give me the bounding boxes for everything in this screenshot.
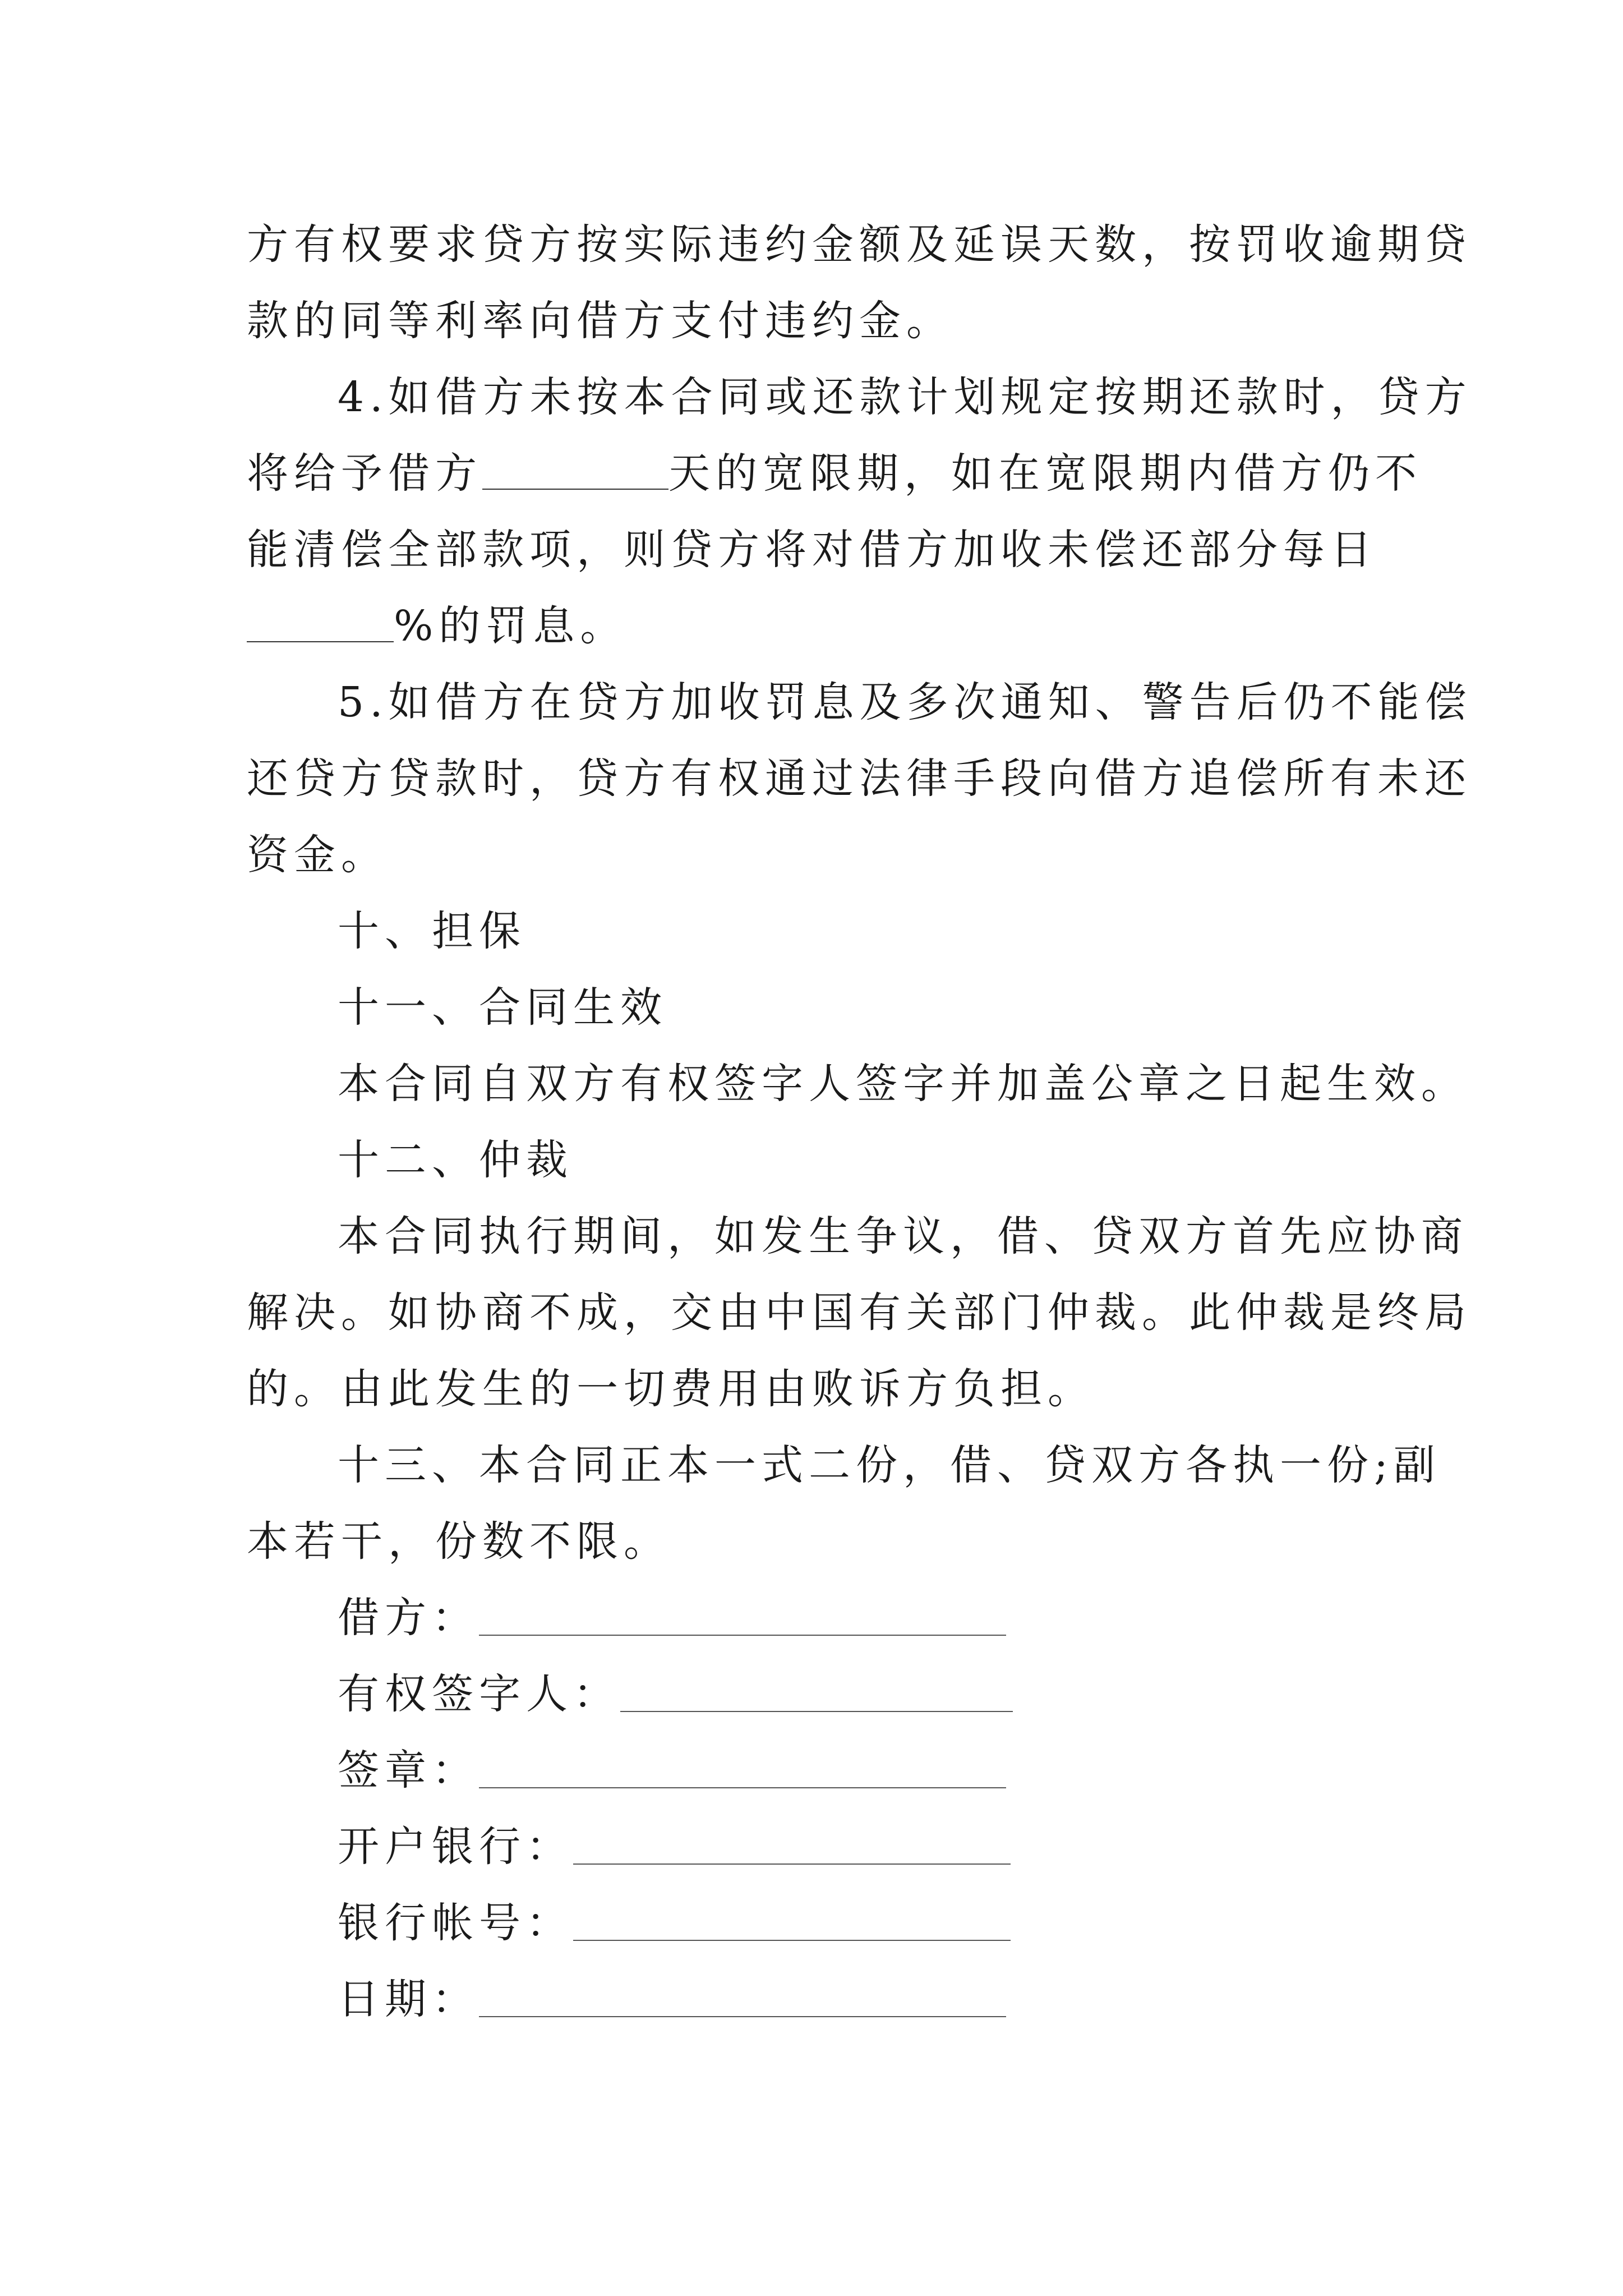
paragraph-line: 解决。如协商不成，交由中国有关部门仲裁。此仲裁是终局 bbox=[247, 1289, 1472, 1337]
paragraph-line: 本合同自双方有权签字人签字并加盖公章之日起生效。 bbox=[338, 1060, 1468, 1108]
grace-after-text: 天的宽限期，如在宽限期内借方仍不 bbox=[668, 449, 1422, 498]
bank-label: 开户银行： bbox=[338, 1823, 573, 1871]
seal-field[interactable] bbox=[479, 1742, 1006, 1788]
grace-days-blank[interactable] bbox=[482, 449, 668, 490]
account-field[interactable] bbox=[573, 1895, 1011, 1941]
grace-before-text: 将给予借方 bbox=[247, 449, 482, 498]
borrower-row bbox=[247, 1580, 1402, 1656]
seal-label: 签章： bbox=[338, 1746, 479, 1795]
account-row bbox=[247, 1885, 1402, 1961]
penalty-after-text: %的罚息。 bbox=[394, 602, 628, 650]
paragraph-line: 本若干，份数不限。 bbox=[247, 1517, 671, 1566]
date-label: 日期： bbox=[338, 1975, 479, 2023]
paragraph-line: 方有权要求贷方按实际违约金额及延误天数，按罚收逾期贷 bbox=[247, 220, 1472, 269]
section-heading-guarantee: 十、担保 bbox=[338, 907, 526, 955]
paragraph-line: 还贷方贷款时，贷方有权通过法律手段向借方追偿所有未还 bbox=[247, 754, 1472, 803]
paragraph-line: 的。由此发生的一切费用由败诉方负担。 bbox=[247, 1365, 1095, 1413]
section-heading-arbitration: 十二、仲裁 bbox=[338, 1136, 573, 1184]
signature-block bbox=[247, 1580, 1402, 2037]
penalty-rate-line bbox=[247, 588, 1402, 664]
date-field[interactable] bbox=[479, 1971, 1006, 2017]
seal-row bbox=[247, 1732, 1402, 1809]
date-row bbox=[247, 1961, 1402, 2037]
signatory-row bbox=[247, 1656, 1402, 1732]
bank-field[interactable] bbox=[573, 1819, 1011, 1865]
borrower-label: 借方： bbox=[338, 1594, 479, 1642]
paragraph-line: 4.如借方未按本合同或还款计划规定按期还款时，贷方 bbox=[338, 373, 1472, 421]
paragraph-line: 本合同执行期间，如发生争议，借、贷双方首先应协商 bbox=[338, 1212, 1468, 1260]
penalty-rate-blank[interactable] bbox=[247, 602, 394, 642]
borrower-field[interactable] bbox=[479, 1590, 1006, 1636]
section-heading-effectiveness: 十一、合同生效 bbox=[338, 983, 667, 1032]
signatory-field[interactable] bbox=[620, 1666, 1013, 1712]
paragraph-line: 能清偿全部款项，则贷方将对借方加收未偿还部分每日 bbox=[247, 526, 1377, 574]
contract-body bbox=[247, 206, 1472, 1580]
paragraph-line: 5.如借方在贷方加收罚息及多次通知、警告后仍不能偿 bbox=[338, 678, 1472, 726]
paragraph-line: 款的同等利率向借方支付违约金。 bbox=[247, 297, 953, 345]
bank-row bbox=[247, 1809, 1402, 1885]
grace-period-line bbox=[247, 435, 1422, 512]
signatory-label: 有权签字人： bbox=[338, 1670, 620, 1718]
section-heading-copies: 十三、本合同正本一式二份，借、贷双方各执一份;副 bbox=[338, 1441, 1441, 1489]
account-label: 银行帐号： bbox=[338, 1899, 573, 1947]
paragraph-line: 资金。 bbox=[247, 831, 388, 879]
